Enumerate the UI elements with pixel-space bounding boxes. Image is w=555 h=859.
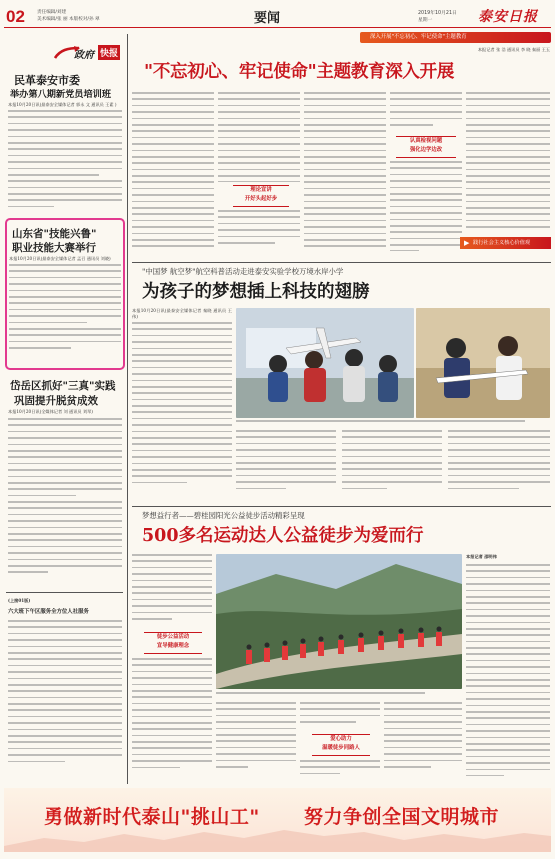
brief-2-byline: 本报10月20日讯(最泰安全媒体记者 孟召 通讯员 刘晓) (9, 256, 111, 261)
mid-story (130, 264, 551, 504)
mid-story-col-1 (132, 322, 232, 497)
logo-text-2: 快报 (98, 45, 120, 60)
editor-info-2: 美术编辑/张 丽 本版校对/孙 翠 (37, 17, 100, 22)
subhead-2-box (396, 136, 456, 158)
subhead-5b: 温暖徒步同路人 (322, 745, 360, 751)
charity-walk-photo (216, 554, 462, 689)
subhead-3-tag (460, 237, 551, 249)
slogan-part-2: 努力争创全国文明城市 (304, 806, 500, 828)
page-number: 02 (6, 7, 25, 26)
mid-story-caption (236, 420, 550, 427)
brief-1-byline: 本报10月20日讯(最泰安全媒体记者 郭永 文 通讯员 王素 ) (8, 102, 117, 107)
subhead-5: 爱心助力 (330, 736, 352, 742)
topic-banner-text: 深入开展"不忘初心、牢记使命"主题教育 (370, 34, 467, 40)
lower-story-col-1 (132, 554, 212, 630)
brief-2-headline-2: 职业技能大赛举行 (12, 242, 96, 254)
top-story-col-5 (466, 92, 550, 232)
subhead-1b: 开好头起好步 (244, 196, 278, 202)
top-story-col-1 (132, 92, 214, 248)
mid-story-headline: 为孩子的梦想插上科技的翅膀 (142, 282, 370, 302)
lower-story-kicker: 梦想益行者——碧桂园阳光公益徒步活动精彩呈现 (142, 511, 305, 520)
arrow-right-icon: ▶ (464, 239, 470, 247)
lower-story-headline: 500多名运动达人公益徒步为爱而行 (142, 526, 424, 546)
mid-story-col-4 (448, 430, 550, 498)
brief-2-headline-1: 山东省"技能兴鲁" (12, 228, 97, 240)
subhead-2b: 强化边学边改 (409, 147, 443, 153)
topic-banner (360, 32, 551, 43)
lower-story-col-3b (300, 760, 380, 780)
top-story (130, 30, 551, 275)
top-story-col-3 (304, 92, 386, 248)
subhead-1: 理论宣讲 (250, 187, 272, 193)
kids-model-plane-photo-1 (236, 308, 414, 418)
brief-4-headline: 六大班下午区服务全方位人社服务 (8, 609, 89, 615)
brief-3-body (8, 418, 122, 590)
mid-story-kicker: "中国梦 航空梦"航空科普活动走进泰安实验学校万境水岸小学 (142, 267, 344, 276)
brief-3-headline-2: 巩固提升脱贫成效 (14, 395, 98, 407)
lower-story-caption (216, 692, 462, 700)
top-story-headline: "不忘初心、牢记使命"主题教育深入开展 (144, 62, 455, 82)
mid-story-col-3 (342, 430, 442, 498)
subhead-5-box (312, 734, 370, 756)
issue-weekday: 星期一 (418, 18, 433, 23)
brief-3-headline-1: 岱岳区抓好"三真"实践 (10, 380, 116, 392)
lower-story-col-1b (132, 658, 212, 780)
mid-story-col-2 (236, 430, 336, 498)
brief-2-body (9, 264, 121, 364)
subhead-4-box (144, 632, 202, 654)
issue-date: 2019年10月21日 (418, 11, 457, 16)
brief-1-body (8, 110, 122, 218)
government-news-logo (54, 42, 124, 64)
lower-story-col-5 (466, 564, 550, 780)
sidebar-briefs (4, 32, 125, 784)
lower-story-col-4 (384, 702, 462, 780)
editor-info-1: 责任编辑/刘建 (37, 10, 67, 15)
brief-3-byline: 本报10月20日讯(全媒体记者 刘 通讯员 刘翠) (8, 409, 93, 414)
subhead-3: 践行社会主义核心价值观 (473, 240, 531, 246)
lower-story (130, 508, 551, 784)
lower-story-col-2 (216, 702, 296, 780)
logo-text: 政府 (74, 50, 94, 61)
subhead-2: 认真检视问题 (409, 138, 443, 144)
section-name: 要闻 (254, 11, 281, 26)
kids-model-plane-photo-2 (416, 308, 550, 418)
brief-4-body (8, 620, 122, 780)
sidebar-divider (6, 592, 123, 593)
subhead-4: 徒步公益活动 (156, 634, 190, 640)
top-story-col-4b (390, 161, 462, 251)
column-divider (127, 34, 128, 784)
top-story-byline: 本报记者 张 浩 通讯员 李 晓 秦丽 王玉 (477, 47, 550, 52)
footer-slogan-bar (4, 788, 551, 852)
top-story-col-2b (218, 210, 300, 250)
brief-4-kicker: (上接01版) (8, 598, 31, 603)
paper-name-logo: 泰安日报 (478, 9, 538, 25)
subhead-4b: 宣导健康理念 (156, 643, 190, 649)
top-story-col-2 (218, 92, 300, 182)
lower-story-col-3 (300, 702, 380, 732)
lower-story-byline: 本报记者 邵明伟 (466, 554, 497, 559)
top-story-divider (132, 262, 551, 263)
slogan-part-1: 勇做新时代泰山"挑山工" (44, 806, 260, 828)
masthead (0, 0, 555, 28)
masthead-rule (4, 27, 551, 28)
subhead-1-box (233, 185, 289, 207)
mid-story-divider (132, 506, 551, 507)
top-story-col-4 (390, 92, 462, 134)
brief-1-headline-1: 民革泰安市委 (14, 74, 80, 87)
brief-1-headline-2: 举办第八期新党员培训班 (10, 89, 112, 100)
mid-story-byline: 本报10月20日讯(最泰安全媒体记者 秦晓 通讯员 王伟) (132, 308, 232, 320)
